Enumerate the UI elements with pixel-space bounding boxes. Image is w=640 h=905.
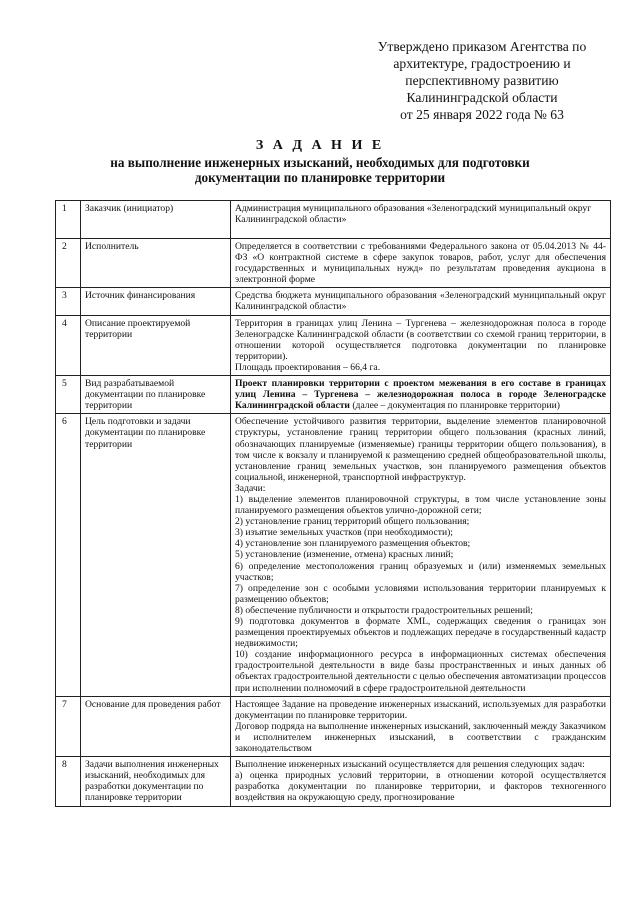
approval-line: от 25 января 2022 года № 63 <box>400 107 564 122</box>
row-name: Основание для проведения работ <box>81 696 231 756</box>
table-row <box>56 315 611 375</box>
row-value <box>231 414 611 696</box>
row-paragraph: Площадь проектирования – 66,4 га. <box>235 361 381 373</box>
row-paragraph: Настоящее Задание на проведение инженерных изысканий, используемых для разработки документации по планировке территории. <box>235 698 606 721</box>
subtitle-line-2: документации по планировке территории <box>194 170 446 185</box>
row-value <box>231 315 611 375</box>
row-number: 5 <box>56 376 81 414</box>
row-paragraph: Договор подряда на выполнение инженерных изысканий, заключенный между Заказчиком и исполнителем инженерных изысканий, в соответствии с гражданским законодательством <box>235 720 606 755</box>
approval-stamp <box>366 38 598 123</box>
row-paragraph: 6) определение местоположения границ образуемых и (или) изменяемых земельных участков; <box>235 560 606 583</box>
table-row <box>56 376 611 414</box>
row-number: 4 <box>56 315 81 375</box>
row-value <box>231 696 611 756</box>
row-value: Средства бюджета муниципального образования «Зеленоградский муниципальный округ Калининградской области» <box>231 288 611 315</box>
row-value: Определяется в соответствии с требованиями Федерального закона от 05.04.2013 № 44-ФЗ «О контрактной системе в сфере закупок товаров, работ, услуг для обеспечения государственных и муниципальных нужд» по результатам проведения аукциона в электронной форме <box>231 239 611 288</box>
row-paragraph: 2) установление границ территорий общего пользования; <box>235 516 470 528</box>
table-row <box>56 201 611 239</box>
row-paragraph: 10) создание информационного ресурса в информационных системах обеспечения градостроительной деятельности в виде базы пространственных и иных данных об объектах градостроительной деятельности с целью обеспечения автоматизации процессов при исполнении полномочий в сфере градостроительной деятельности <box>235 649 606 694</box>
table-row <box>56 696 611 756</box>
row-value-bold: Проект планировки территории с проектом межевания в его составе в границах улиц Ленина – Тургенева – железнодорожная полоса в городе Зеленоградске Калининградской области <box>235 378 606 412</box>
row-paragraph: 3) изъятие земельных участков (при необходимости); <box>235 527 453 539</box>
table-row <box>56 239 611 288</box>
document-subtitle <box>60 155 580 185</box>
subtitle-line-1: на выполнение инженерных изысканий, необходимых для подготовки <box>110 155 530 170</box>
row-paragraph: Обеспечение устойчивого развития территории, выделение элементов планировочной структуры, установление границ территории общего пользования (красных линий, обозначающих планируемые (изменяемые) границы территории общего пользования), в том числе к вокзалу и планируемой к размещению средней общеобразовательной школы, установление границ земельных участков, зон планируемого размещения объектов социальной, инженерной, транспортной инфраструктур. <box>235 416 606 483</box>
row-name: Описание проектируемой территории <box>81 315 231 375</box>
row-value <box>231 757 611 806</box>
row-value <box>231 376 611 414</box>
row-paragraph: Задачи: <box>235 482 266 494</box>
row-paragraph: 5) установление (изменение, отмена) красных линий; <box>235 549 454 561</box>
row-paragraph: Выполнение инженерных изысканий осуществляется для решения следующих задач: <box>235 759 585 771</box>
row-name: Исполнитель <box>81 239 231 288</box>
row-name: Заказчик (инициатор) <box>81 201 231 239</box>
table-row <box>56 414 611 696</box>
row-number: 6 <box>56 414 81 696</box>
row-paragraph: 9) подготовка документов в формате XML, содержащих сведения о границах зон размещения проектируемых объектов и подлежащих передаче в государственный кадастр недвижимости; <box>235 616 606 650</box>
row-value-tail: (далее – документация по планировке территории) <box>349 400 560 412</box>
row-paragraph: 7) определение зон с особыми условиями использования территории планируемых к размещению объектов; <box>235 582 606 605</box>
row-value: Администрация муниципального образования «Зеленоградский муниципальный округ Калининградской области» <box>231 201 611 239</box>
table-row <box>56 288 611 315</box>
approval-line: архитектуре, градостроению и <box>393 56 571 71</box>
row-number: 3 <box>56 288 81 315</box>
approval-line: Калининградской области <box>406 90 558 105</box>
row-name: Источник финансирования <box>81 288 231 315</box>
row-paragraph: 1) выделение элементов планировочной структуры, в том числе установление зоны планируемого размещения объектов улично-дорожной сети; <box>235 493 606 517</box>
task-table <box>55 200 611 807</box>
approval-line: Утверждено приказом Агентства по <box>377 39 587 54</box>
row-paragraph: а) оценка природных условий территории, в отношении которой осуществляется разработка документации по планировке территории, и факторов техногенного воздействия на окружающую среду, прогнозирование <box>235 770 606 804</box>
row-number: 7 <box>56 696 81 756</box>
table-row <box>56 757 611 806</box>
approval-line: перспективному развитию <box>405 73 559 88</box>
row-name: Вид разрабатываемой документации по планировке территории <box>81 376 231 414</box>
row-name: Задачи выполнения инженерных изысканий, необходимых для разработки документации по планировке территории <box>81 757 231 806</box>
row-name: Цель подготовки и задачи документации по планировке территории <box>81 414 231 696</box>
row-paragraph: Территория в границах улиц Ленина – Тургенева – железнодорожная полоса в городе Зеленоградске Калининградской области (в соответствии со схемой границ территории, в отношении которой осуществляется подготовка документации по планировке территории). <box>235 317 606 362</box>
row-number: 8 <box>56 757 81 806</box>
row-number: 1 <box>56 201 81 239</box>
document-title: З А Д А Н И Е <box>255 138 385 153</box>
row-number: 2 <box>56 239 81 288</box>
row-paragraph: 8) обеспечение публичности и открытости градостроительных решений; <box>235 604 533 616</box>
row-paragraph: 4) установление зон планируемого размещения объектов; <box>235 538 471 550</box>
